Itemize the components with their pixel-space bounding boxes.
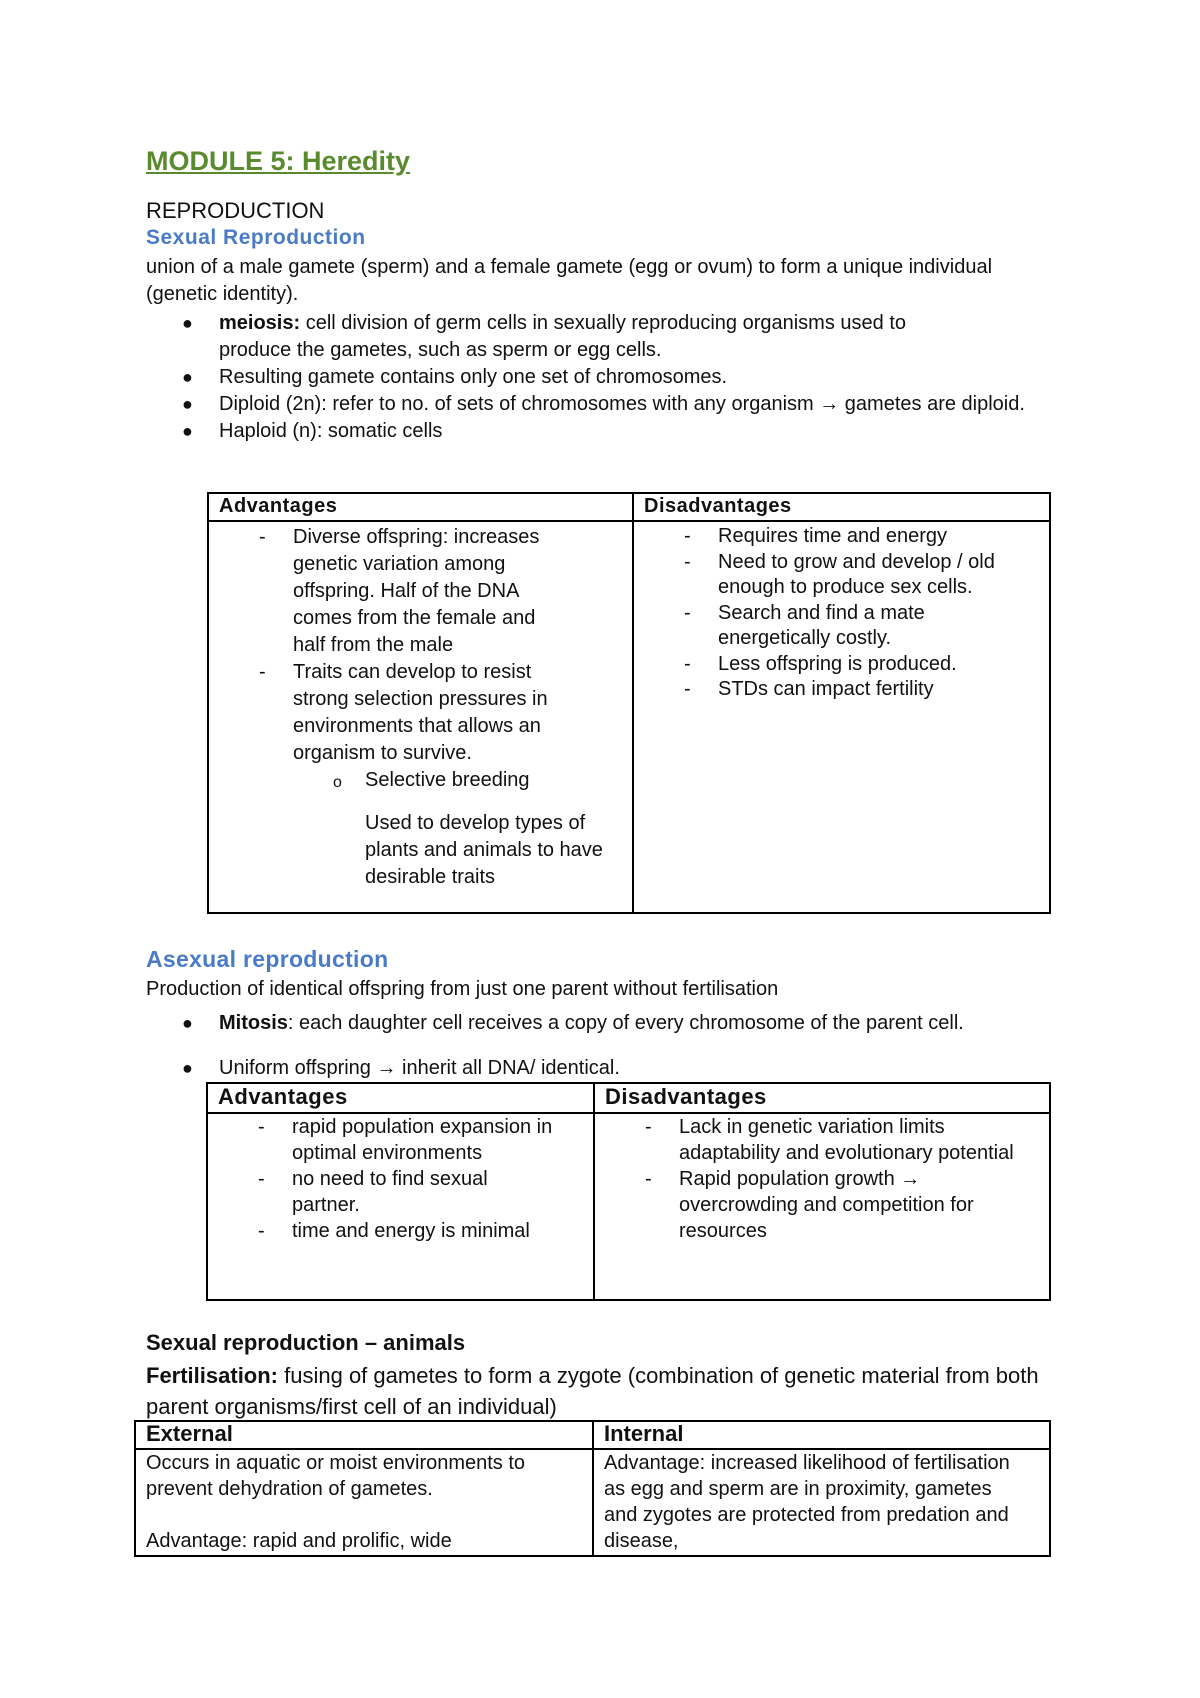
list-item: - time and energy is minimal: [258, 1220, 530, 1242]
advantage-text: Diverse offspring: increases genetic variation among offspring. Half of the DNA comes from the female and half from the male: [293, 526, 540, 656]
disadvantage-text: STDs can impact fertility: [718, 678, 934, 700]
circle-bullet-icon: o: [333, 774, 342, 791]
sub-item-text: Selective breeding: [365, 769, 530, 791]
sexual-reproduction-intro: union of a male gamete (sperm) and a female gamete (egg or ovum) to form a unique individual (genetic identity).: [146, 256, 993, 305]
bullet-icon: ●: [182, 394, 193, 414]
list-item: - rapid population expansion in optimal environments: [258, 1116, 553, 1164]
advantages-header: Advantages: [208, 493, 633, 521]
disadvantages-header: Disadvantages: [633, 493, 1050, 521]
bullet-text: Resulting gamete contains only one set of chromosomes.: [219, 366, 728, 388]
fertilisation-definition: [146, 1360, 1066, 1422]
bullet-text: : each daughter cell receives a copy of every chromosome of the parent cell.: [287, 1012, 964, 1034]
disadvantage-text: Need to grow and develop / old enough to produce sex cells.: [718, 550, 995, 598]
advantage-text: Traits can develop to resist strong selection pressures in environments that allows an organism to survive.: [293, 661, 548, 764]
bullet-text: cell division of germ cells in sexually reproducing organisms used to produce the gametes, such as sperm or egg cells.: [219, 312, 906, 361]
bullet-icon: ●: [182, 1058, 193, 1078]
list-item: [146, 418, 1066, 445]
disadvantages-cell: [594, 1113, 1050, 1300]
list-item: - Need to grow and develop / old enough to produce sex cells.: [684, 550, 995, 598]
external-cell: [135, 1449, 593, 1556]
list-item: - no need to find sexual partner.: [258, 1168, 488, 1216]
sexual-bullet-list: [146, 310, 1066, 445]
sexual-reproduction-heading: Sexual Reproduction: [146, 226, 366, 249]
list-item: [146, 1055, 1066, 1082]
module-title: MODULE 5: Heredity: [146, 146, 411, 176]
disadvantages-header: Disadvantages: [594, 1083, 1050, 1113]
internal-cell: [593, 1449, 1050, 1556]
term-bold: Fertilisation:: [146, 1363, 279, 1388]
disadvantage-text: Rapid population growth → overcrowding and competition for resources: [679, 1168, 974, 1242]
disadvantage-text: Less offspring is produced.: [718, 652, 957, 675]
asexual-reproduction-heading: Asexual reproduction: [146, 946, 389, 972]
term-bold: Mitosis: [219, 1012, 288, 1034]
sexual-pros-cons-table: [207, 492, 1051, 914]
list-item: - Lack in genetic variation limits adaptability and evolutionary potential: [645, 1116, 1014, 1164]
external-text: Advantage: rapid and prolific, wide: [146, 1530, 452, 1552]
animals-heading: Sexual reproduction – animals: [146, 1330, 466, 1355]
internal-text: Advantage: increased likelihood of fertilisation as egg and sperm are in proximity, gametes and zygotes are protected from predation and disease,: [604, 1452, 1010, 1552]
list-item: - Diverse offspring: increases genetic variation among offspring. Half of the DNA comes from the female and half from the male: [259, 526, 540, 656]
bullet-icon: ●: [182, 367, 193, 387]
disadvantages-cell: [633, 521, 1050, 913]
reproduction-heading: REPRODUCTION: [146, 198, 325, 223]
asexual-bullet-list: [146, 1010, 1066, 1082]
list-item: [146, 1010, 1066, 1037]
advantages-cell: [207, 1113, 594, 1300]
term-bold: meiosis:: [219, 312, 301, 334]
list-item: - Rapid population growth → overcrowding and competition for resources: [645, 1168, 974, 1242]
list-item: [146, 310, 979, 364]
advantage-text: time and energy is minimal: [292, 1220, 530, 1242]
list-item: - Less offspring is produced.: [684, 652, 957, 675]
disadvantage-text: Lack in genetic variation limits adaptability and evolutionary potential: [679, 1116, 1014, 1164]
sub-list-item: [209, 767, 632, 794]
list-item: - STDs can impact fertility: [684, 678, 934, 700]
disadvantage-text: Search and find a mate energetically costly.: [718, 601, 925, 649]
external-header: External: [135, 1421, 593, 1449]
sub-note: Used to develop types of plants and animals to have desirable traits: [365, 812, 603, 888]
internal-header: Internal: [593, 1421, 1050, 1449]
list-item: [146, 391, 1066, 418]
bullet-text: Uniform offspring → inherit all DNA/ identical.: [219, 1057, 620, 1079]
advantages-header: Advantages: [207, 1083, 594, 1113]
bullet-icon: ●: [182, 1013, 193, 1033]
asexual-pros-cons-table: [206, 1082, 1051, 1301]
disadvantage-text: Requires time and energy: [718, 525, 948, 547]
list-item: - Traits can develop to resist strong selection pressures in environments that allows an organism to survive.: [259, 661, 548, 764]
advantage-text: rapid population expansion in optimal environments: [292, 1116, 553, 1164]
bullet-icon: ●: [182, 421, 193, 441]
external-text: Occurs in aquatic or moist environments to prevent dehydration of gametes.: [146, 1452, 526, 1500]
bullet-text: Haploid (n): somatic cells: [219, 420, 443, 442]
list-item: - Requires time and energy: [684, 525, 948, 547]
definition-text: fusing of gametes to form a zygote (combination of genetic material from both parent organisms/first cell of an individual): [146, 1363, 1039, 1419]
bullet-text: Diploid (2n): refer to no. of sets of chromosomes with any organism → gametes are diploid.: [219, 393, 1025, 415]
list-item: - Search and find a mate energetically costly.: [684, 601, 925, 649]
fertilisation-table: [134, 1420, 1051, 1557]
advantages-cell: [208, 521, 633, 913]
bullet-icon: ●: [182, 313, 193, 333]
list-item: [146, 364, 1066, 391]
advantage-text: no need to find sexual partner.: [292, 1168, 488, 1216]
asexual-reproduction-intro: Production of identical offspring from just one parent without fertilisation: [146, 978, 779, 1000]
